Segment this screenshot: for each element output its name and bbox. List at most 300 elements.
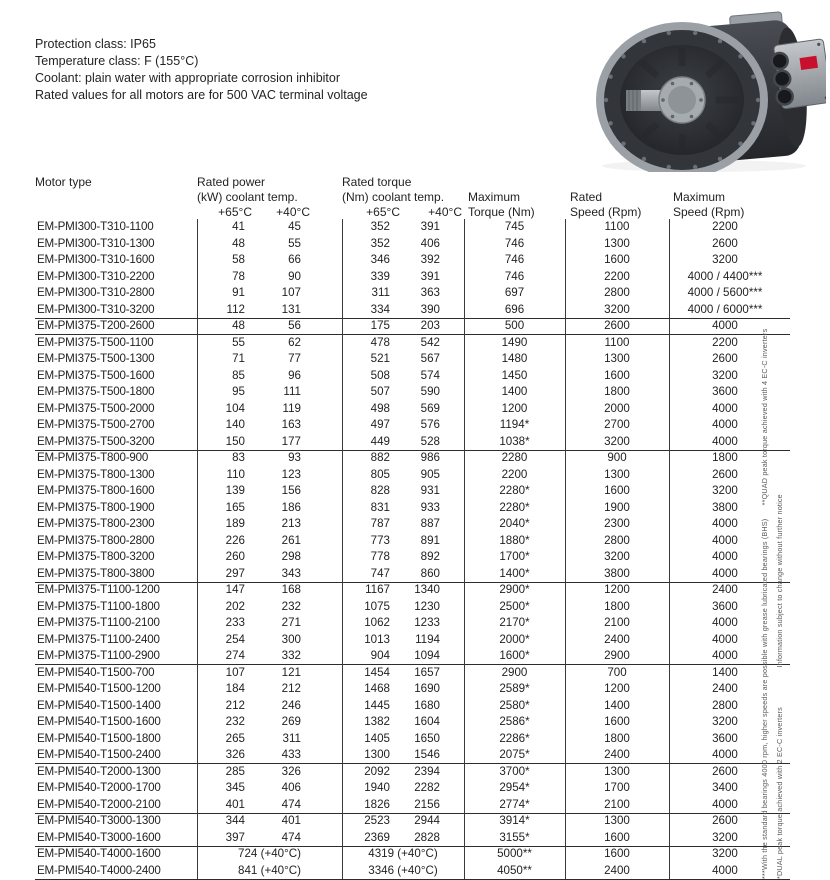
column-divider-line	[669, 219, 670, 879]
max-torque-cell: 1194*	[499, 418, 530, 431]
power-65-cell: 71	[232, 352, 245, 365]
torque-40-cell: 1094	[414, 649, 440, 662]
max-torque-cell: 3155*	[499, 830, 530, 844]
power-40-cell: 300	[281, 632, 301, 646]
power-65-cell: 202	[225, 599, 245, 613]
torque-65-cell: 507	[370, 385, 390, 398]
rated-speed-cell: 1600	[604, 847, 630, 860]
power-65-cell: 112	[226, 302, 245, 316]
max-speed-cell: 2400	[712, 682, 738, 695]
power-65-cell: 91	[232, 286, 245, 299]
motor-type-cell: EM-PMI540-T1500-700	[37, 665, 155, 679]
column-divider-line	[342, 219, 343, 879]
power-65-cell: 55	[232, 335, 245, 349]
rated-speed-cell: 1800	[604, 385, 630, 398]
torque-65-cell: 2092	[364, 764, 390, 778]
torque-65-cell: 1826	[364, 797, 390, 811]
power-65-cell: 274	[225, 649, 245, 662]
power-40-cell: 56	[288, 319, 301, 332]
power-65-cell: 401	[225, 797, 245, 811]
table-row	[35, 302, 790, 319]
torque-40-cell: 931	[420, 484, 440, 497]
torque-40-cell: 1690	[414, 682, 440, 695]
power-65-cell: 139	[225, 484, 245, 497]
motor-type-cell: EM-PMI540-T4000-1600	[37, 847, 161, 860]
power-40-cell: 343	[281, 566, 301, 580]
rated-speed-cell: 3200	[604, 302, 630, 316]
col-header-rated-torque: Rated torque	[342, 175, 412, 189]
col-header-torque-40: +40°C	[428, 205, 462, 219]
power-40-cell: 123	[281, 467, 301, 481]
power-65-cell: 48	[232, 236, 245, 250]
max-torque-cell: 1400*	[499, 566, 530, 580]
motor-type-cell: EM-PMI540-T2000-1300	[37, 764, 161, 778]
torque-65-cell: 1445	[364, 698, 390, 712]
power-40-cell: 311	[282, 731, 301, 745]
rated-speed-cell: 3200	[604, 550, 630, 563]
torque-40-cell: 1680	[414, 698, 440, 712]
max-speed-cell: 3800	[712, 500, 738, 514]
motor-type-cell: EM-PMI375-T800-900	[37, 451, 149, 464]
max-torque-cell: 1200	[501, 401, 528, 415]
max-speed-cell: 3200	[712, 715, 738, 728]
torque-65-cell: 1405	[364, 731, 390, 745]
power-40-cell: 168	[281, 583, 301, 596]
max-torque-cell: 746	[504, 236, 525, 250]
torque-65-cell: 1013	[364, 632, 390, 646]
table-row	[35, 813, 790, 830]
power-40-cell: 332	[281, 649, 301, 662]
torque-65-cell: 831	[370, 500, 390, 514]
max-torque-cell: 1600*	[499, 649, 530, 662]
max-speed-cell: 4000	[712, 533, 738, 547]
max-speed-cell: 4000	[712, 797, 738, 811]
table-row	[35, 582, 790, 599]
rated-speed-cell: 1600	[604, 253, 630, 266]
table-row	[35, 450, 790, 467]
motor-type-cell: EM-PMI375-T500-2700	[37, 418, 155, 431]
max-torque-cell: 2900	[501, 665, 528, 679]
rated-speed-cell: 2100	[604, 797, 630, 811]
torque-65-cell: 805	[370, 467, 390, 481]
rated-speed-cell: 900	[607, 451, 627, 464]
max-torque-cell: 2170*	[499, 616, 530, 629]
motor-type-cell: EM-PMI375-T1100-1200	[37, 583, 160, 596]
power-40-cell: 131	[281, 302, 301, 316]
max-speed-cell: 3600	[712, 731, 738, 745]
max-torque-cell: 1450	[501, 368, 528, 382]
col-header-max-torque-1: Maximum	[468, 190, 521, 204]
rated-speed-cell: 1300	[604, 352, 630, 365]
power-65-cell: 184	[225, 682, 245, 695]
max-speed-cell: 3400	[712, 781, 738, 794]
max-speed-cell: 2200	[712, 220, 738, 233]
rated-speed-cell: 1300	[604, 814, 630, 827]
power-65-cell: 95	[232, 385, 245, 398]
power-40-cell: 406	[281, 781, 301, 794]
power-65-cell: 265	[225, 731, 245, 745]
table-body	[35, 219, 790, 879]
power-40-cell: 326	[281, 764, 301, 778]
motor-type-cell: EM-PMI375-T500-1800	[37, 385, 155, 398]
power-40-cell: 271	[281, 616, 301, 629]
power-65-cell: 140	[225, 418, 245, 431]
table-row	[35, 566, 790, 583]
column-divider-line	[464, 219, 465, 879]
max-torque-cell: 2900*	[499, 583, 530, 596]
torque-65-cell: 478	[370, 335, 390, 349]
power-40-cell: 121	[281, 665, 301, 679]
power-65-cell: 48	[232, 319, 245, 332]
rated-speed-cell: 1600	[604, 484, 630, 497]
power-65-cell: 110	[226, 467, 245, 481]
motor-type-cell: EM-PMI375-T500-2000	[37, 401, 155, 415]
motor-type-cell: EM-PMI375-T500-1100	[37, 335, 154, 349]
power-65-cell: 41	[232, 220, 245, 233]
torque-65-cell: 2369	[364, 830, 390, 844]
rated-speed-cell: 1600	[604, 368, 630, 382]
power-40-cell: 45	[288, 220, 301, 233]
rated-speed-cell: 3800	[604, 566, 630, 580]
max-torque-cell: 3914*	[499, 814, 530, 827]
torque-40-cell: 567	[420, 352, 440, 365]
max-speed-cell: 4000	[712, 550, 738, 563]
power-40-cell: 212	[281, 682, 301, 695]
max-torque-cell: 697	[504, 286, 525, 299]
motor-type-cell: EM-PMI300-T310-3200	[37, 302, 155, 316]
max-torque-cell: 4050**	[497, 863, 532, 877]
motor-type-cell: EM-PMI540-T1500-1200	[37, 682, 161, 695]
max-torque-cell: 1880*	[499, 533, 530, 547]
torque-40-cell: 1650	[414, 731, 440, 745]
col-header-max-speed-1: Maximum	[673, 190, 726, 204]
max-speed-cell: 3200	[712, 847, 738, 860]
torque-65-cell: 352	[370, 220, 390, 233]
rated-speed-cell: 1100	[604, 220, 630, 233]
max-torque-cell: 2075*	[499, 748, 530, 761]
torque-40-cell: 1657	[414, 665, 440, 679]
rated-speed-cell: 3200	[604, 434, 630, 448]
table-row	[35, 434, 790, 451]
rated-speed-cell: 2400	[604, 863, 630, 877]
max-speed-cell: 4000	[712, 863, 738, 877]
torque-65-cell: 508	[370, 368, 390, 382]
power-40-cell: 96	[288, 368, 301, 382]
table-row	[35, 252, 790, 269]
torque-40-cell: 1604	[414, 715, 440, 728]
torque-65-cell: 175	[370, 319, 390, 332]
max-torque-cell: 2500*	[499, 599, 530, 613]
power-65-cell: 58	[232, 253, 245, 266]
torque-65-cell: 449	[370, 434, 390, 448]
max-speed-cell: 1800	[712, 451, 738, 464]
max-torque-cell: 2280*	[499, 500, 530, 514]
power-40-cell: 298	[281, 550, 301, 563]
rated-power-cell: 841 (+40°C)	[238, 863, 301, 877]
power-65-cell: 233	[225, 616, 245, 629]
table-row	[35, 714, 790, 731]
torque-40-cell: 860	[420, 566, 440, 580]
col-header-torque-65: +65°C	[366, 205, 400, 219]
max-torque-cell: 696	[504, 302, 525, 316]
torque-40-cell: 391	[420, 220, 440, 233]
table-row	[35, 731, 790, 748]
power-40-cell: 77	[288, 352, 301, 365]
table-row	[35, 401, 790, 418]
torque-40-cell: 569	[420, 401, 440, 415]
max-torque-cell: 1490	[501, 335, 528, 349]
column-divider-line	[197, 219, 198, 879]
torque-40-cell: 2828	[414, 830, 440, 844]
rated-speed-cell: 2900	[604, 649, 630, 662]
table-row	[35, 780, 790, 797]
col-header-max-speed-2: Speed (Rpm)	[673, 205, 745, 219]
torque-65-cell: 339	[370, 269, 390, 283]
torque-40-cell: 406	[420, 236, 440, 250]
motor-type-cell: EM-PMI375-T1100-2100	[37, 616, 160, 629]
max-speed-cell: 4000	[712, 418, 738, 431]
table-row	[35, 483, 790, 500]
rated-torque-cell: 4319 (+40°C)	[368, 847, 438, 860]
power-65-cell: 189	[225, 517, 245, 530]
footnote-vertical-bearings-quad: ***With the standard bearings 4000 rpm, higher speeds are possible with grease lubricated bearings (BHS) **QUAD peak torque achieved with 4 EC-C inverters	[760, 328, 769, 879]
max-torque-cell: 3700*	[499, 764, 530, 778]
column-divider-line	[565, 219, 566, 879]
torque-65-cell: 346	[370, 253, 390, 266]
max-speed-cell: 4000 / 5600***	[687, 286, 763, 299]
max-speed-cell: 3200	[712, 830, 738, 844]
rated-speed-cell: 1300	[604, 764, 630, 778]
info-line-rated-values: Rated values for all motors are for 500 VAC terminal voltage	[35, 88, 368, 102]
table-row	[35, 681, 790, 698]
torque-40-cell: 933	[420, 500, 440, 514]
power-40-cell: 107	[281, 286, 301, 299]
table-row	[35, 549, 790, 566]
rated-speed-cell: 1200	[604, 583, 630, 596]
torque-40-cell: 574	[420, 368, 440, 382]
max-speed-cell: 1400	[712, 665, 738, 679]
torque-65-cell: 1075	[364, 599, 390, 613]
table-row	[35, 599, 790, 616]
table-row	[35, 285, 790, 302]
max-torque-cell: 2280*	[499, 484, 530, 497]
rated-speed-cell: 2800	[604, 286, 630, 299]
torque-65-cell: 787	[370, 517, 390, 530]
motor-type-cell: EM-PMI300-T310-2200	[37, 269, 155, 283]
motor-type-cell: EM-PMI375-T1100-2400	[37, 632, 160, 646]
torque-40-cell: 390	[420, 302, 440, 316]
power-40-cell: 232	[281, 599, 301, 613]
torque-40-cell: 1194	[415, 632, 440, 646]
table-row	[35, 335, 790, 352]
max-torque-cell: 2286*	[499, 731, 530, 745]
power-65-cell: 260	[225, 550, 245, 563]
power-65-cell: 297	[225, 566, 245, 580]
rated-speed-cell: 2300	[604, 517, 630, 530]
power-40-cell: 156	[281, 484, 301, 497]
power-65-cell: 285	[225, 764, 245, 778]
power-40-cell: 163	[281, 418, 301, 431]
rated-power-cell: 724 (+40°C)	[238, 847, 301, 860]
table-row	[35, 417, 790, 434]
power-40-cell: 433	[281, 748, 301, 761]
table-row	[35, 236, 790, 253]
footnote-vertical-dual-info: *DUAL peak torque achieved with 2 EC-C inverters Information subject to change without further notice	[774, 494, 784, 879]
table-row	[35, 368, 790, 385]
col-header-rated-power: Rated power	[197, 175, 266, 189]
table-row	[35, 318, 790, 335]
max-speed-cell: 4000	[712, 616, 738, 629]
rated-torque-cell: 3346 (+40°C)	[368, 863, 438, 877]
motor-type-cell: EM-PMI375-T500-1300	[37, 352, 155, 365]
motor-type-cell: EM-PMI540-T2000-2100	[37, 797, 161, 811]
motor-type-cell: EM-PMI375-T1100-1800	[37, 599, 160, 613]
max-speed-cell: 4000	[712, 434, 738, 448]
rated-speed-cell: 1400	[604, 698, 630, 712]
torque-65-cell: 882	[370, 451, 390, 464]
torque-40-cell: 887	[420, 517, 440, 530]
motor-type-cell: EM-PMI375-T500-1600	[37, 368, 155, 382]
max-speed-cell: 2600	[712, 467, 738, 481]
max-speed-cell: 4000	[712, 319, 738, 332]
power-40-cell: 474	[281, 830, 301, 844]
power-40-cell: 246	[281, 698, 301, 712]
col-header-max-torque-2: Torque (Nm)	[468, 205, 535, 219]
torque-40-cell: 528	[420, 434, 440, 448]
torque-65-cell: 498	[370, 401, 390, 415]
power-40-cell: 55	[288, 236, 301, 250]
spec-info-block	[35, 36, 368, 104]
torque-40-cell: 1233	[414, 616, 440, 629]
max-torque-cell: 745	[504, 220, 525, 233]
motor-type-cell: EM-PMI540-T3000-1600	[37, 830, 161, 844]
motor-type-cell: EM-PMI300-T310-1300	[37, 236, 155, 250]
max-torque-cell: 746	[504, 269, 525, 283]
power-65-cell: 254	[225, 632, 245, 646]
power-40-cell: 261	[281, 533, 301, 547]
power-40-cell: 186	[281, 500, 301, 514]
torque-65-cell: 747	[370, 566, 390, 580]
torque-40-cell: 2394	[414, 764, 440, 778]
motor-type-cell: EM-PMI300-T310-1100	[37, 220, 154, 233]
torque-40-cell: 2282	[414, 781, 440, 794]
max-speed-cell: 4000 / 6000***	[687, 302, 763, 316]
power-40-cell: 90	[288, 269, 301, 283]
table-row	[35, 533, 790, 550]
table-row	[35, 384, 790, 401]
motor-type-cell: EM-PMI540-T3000-1300	[37, 814, 161, 827]
table-row	[35, 747, 790, 764]
motor-front-face	[600, 26, 764, 172]
max-speed-cell: 4000	[712, 401, 738, 415]
col-header-rated-torque-sub: (Nm) coolant temp.	[342, 190, 445, 204]
rated-speed-cell: 700	[607, 665, 627, 679]
motor-red-label	[799, 56, 818, 70]
table-row	[35, 351, 790, 368]
torque-40-cell: 2156	[414, 797, 440, 811]
power-65-cell: 78	[232, 269, 245, 283]
rated-speed-cell: 2400	[604, 632, 630, 646]
motor-type-cell: EM-PMI375-T800-3200	[37, 550, 155, 563]
max-torque-cell: 1400	[501, 385, 528, 398]
rated-speed-cell: 1800	[604, 731, 630, 745]
max-torque-cell: 5000**	[497, 847, 532, 860]
torque-65-cell: 828	[370, 484, 390, 497]
motor-type-cell: EM-PMI375-T800-1300	[37, 467, 155, 481]
motor-connector-box	[770, 39, 826, 110]
motor-type-cell: EM-PMI375-T500-3200	[37, 434, 155, 448]
table-row	[35, 764, 790, 781]
power-65-cell: 226	[225, 533, 245, 547]
max-speed-cell: 4000	[712, 649, 738, 662]
power-40-cell: 119	[282, 401, 301, 415]
motor-type-cell: EM-PMI375-T800-1600	[37, 484, 155, 497]
max-torque-cell: 746	[504, 253, 525, 266]
table-row	[35, 698, 790, 715]
power-40-cell: 269	[281, 715, 301, 728]
motor-type-cell: EM-PMI375-T1100-2900	[37, 649, 160, 662]
table-row	[35, 467, 790, 484]
rated-speed-cell: 2600	[604, 319, 630, 332]
motor-type-cell: EM-PMI540-T1500-2400	[37, 748, 161, 761]
rated-speed-cell: 1900	[604, 500, 630, 514]
power-40-cell: 177	[281, 434, 301, 448]
info-line-protection: Protection class: IP65	[35, 37, 156, 51]
torque-40-cell: 363	[420, 286, 440, 299]
info-line-temperature: Temperature class: F (155°C)	[35, 54, 199, 68]
torque-65-cell: 773	[370, 533, 390, 547]
max-speed-cell: 2400	[712, 583, 738, 596]
power-65-cell: 104	[225, 401, 245, 415]
power-65-cell: 232	[225, 715, 245, 728]
torque-40-cell: 576	[420, 418, 440, 431]
max-speed-cell: 2600	[712, 236, 738, 250]
col-header-rated-power-sub: (kW) coolant temp.	[197, 190, 298, 204]
info-line-coolant: Coolant: plain water with appropriate corrosion inhibitor	[35, 71, 341, 85]
table-row	[35, 830, 790, 847]
table-row	[35, 797, 790, 814]
max-torque-cell: 2580*	[499, 698, 530, 712]
motor-type-cell: EM-PMI540-T2000-1700	[37, 781, 161, 794]
table-row	[35, 500, 790, 517]
group-separator-line	[35, 879, 790, 880]
torque-40-cell: 1340	[414, 583, 440, 596]
power-40-cell: 66	[288, 253, 301, 266]
max-torque-cell: 2000*	[499, 632, 530, 646]
max-speed-cell: 3600	[712, 599, 738, 613]
motor-product-photo	[586, 6, 826, 172]
rated-speed-cell: 2100	[604, 616, 630, 629]
power-65-cell: 345	[225, 781, 245, 794]
torque-40-cell: 590	[420, 385, 440, 398]
col-header-rated-speed-2: Speed (Rpm)	[570, 205, 642, 219]
power-65-cell: 397	[225, 830, 245, 844]
rated-speed-cell: 1800	[604, 599, 630, 613]
max-speed-cell: 3600	[712, 385, 738, 398]
torque-40-cell: 905	[420, 467, 440, 481]
max-torque-cell: 500	[504, 319, 525, 332]
power-65-cell: 212	[225, 698, 245, 712]
power-65-cell: 107	[225, 665, 245, 679]
max-torque-cell: 2589*	[499, 682, 530, 695]
power-40-cell: 401	[281, 814, 301, 827]
rated-speed-cell: 2400	[604, 748, 630, 761]
col-header-motor-type: Motor type	[35, 175, 92, 189]
table-row	[35, 219, 790, 236]
torque-65-cell: 1940	[364, 781, 390, 794]
max-speed-cell: 2600	[712, 352, 738, 365]
torque-40-cell: 392	[420, 253, 440, 266]
